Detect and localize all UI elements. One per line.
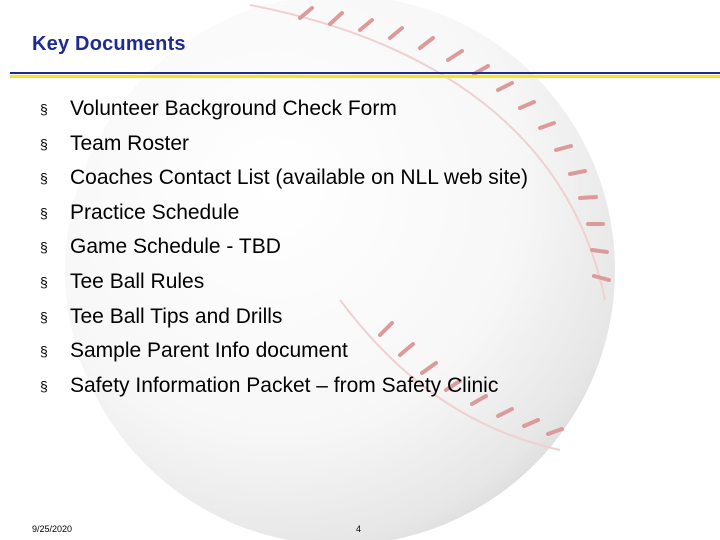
list-item-label: Tee Ball Tips and Drills	[70, 304, 283, 328]
list-item	[40, 230, 528, 265]
footer-date: 9/25/2020	[32, 524, 73, 534]
list-item	[40, 300, 528, 335]
footer-page-number: 4	[356, 524, 362, 534]
slide-title: Key Documents	[32, 33, 186, 55]
list-item	[40, 369, 528, 404]
list-item-label: Team Roster	[70, 131, 190, 155]
list-item-label: Tee Ball Rules	[70, 269, 205, 293]
list-item	[40, 196, 528, 231]
bullet-icon: §	[40, 239, 48, 256]
bullet-icon: §	[40, 170, 48, 187]
list-item-label: Safety Information Packet – from Safety Clinic	[70, 373, 499, 397]
list-item-label: Volunteer Background Check Form	[70, 97, 397, 120]
list-item-label: Game Schedule - TBD	[70, 235, 281, 259]
document-list	[40, 92, 528, 403]
list-item	[40, 92, 528, 127]
bullet-icon: §	[40, 343, 48, 360]
list-item	[40, 161, 528, 196]
bullet-icon: §	[40, 377, 48, 394]
title-rule-yellow	[10, 75, 720, 78]
list-item	[40, 127, 528, 162]
bullet-icon: §	[40, 101, 48, 117]
list-item	[40, 265, 528, 300]
bullet-icon: §	[40, 135, 48, 152]
bullet-icon: §	[40, 308, 48, 325]
list-item-label: Coaches Contact List (available on NLL web site)	[70, 166, 528, 190]
bullet-icon: §	[40, 204, 48, 221]
list-item	[40, 334, 528, 369]
list-item-label: Sample Parent Info document	[70, 339, 348, 363]
list-item-label: Practice Schedule	[70, 200, 240, 224]
title-rule-blue	[10, 72, 720, 74]
bullet-icon: §	[40, 273, 48, 290]
